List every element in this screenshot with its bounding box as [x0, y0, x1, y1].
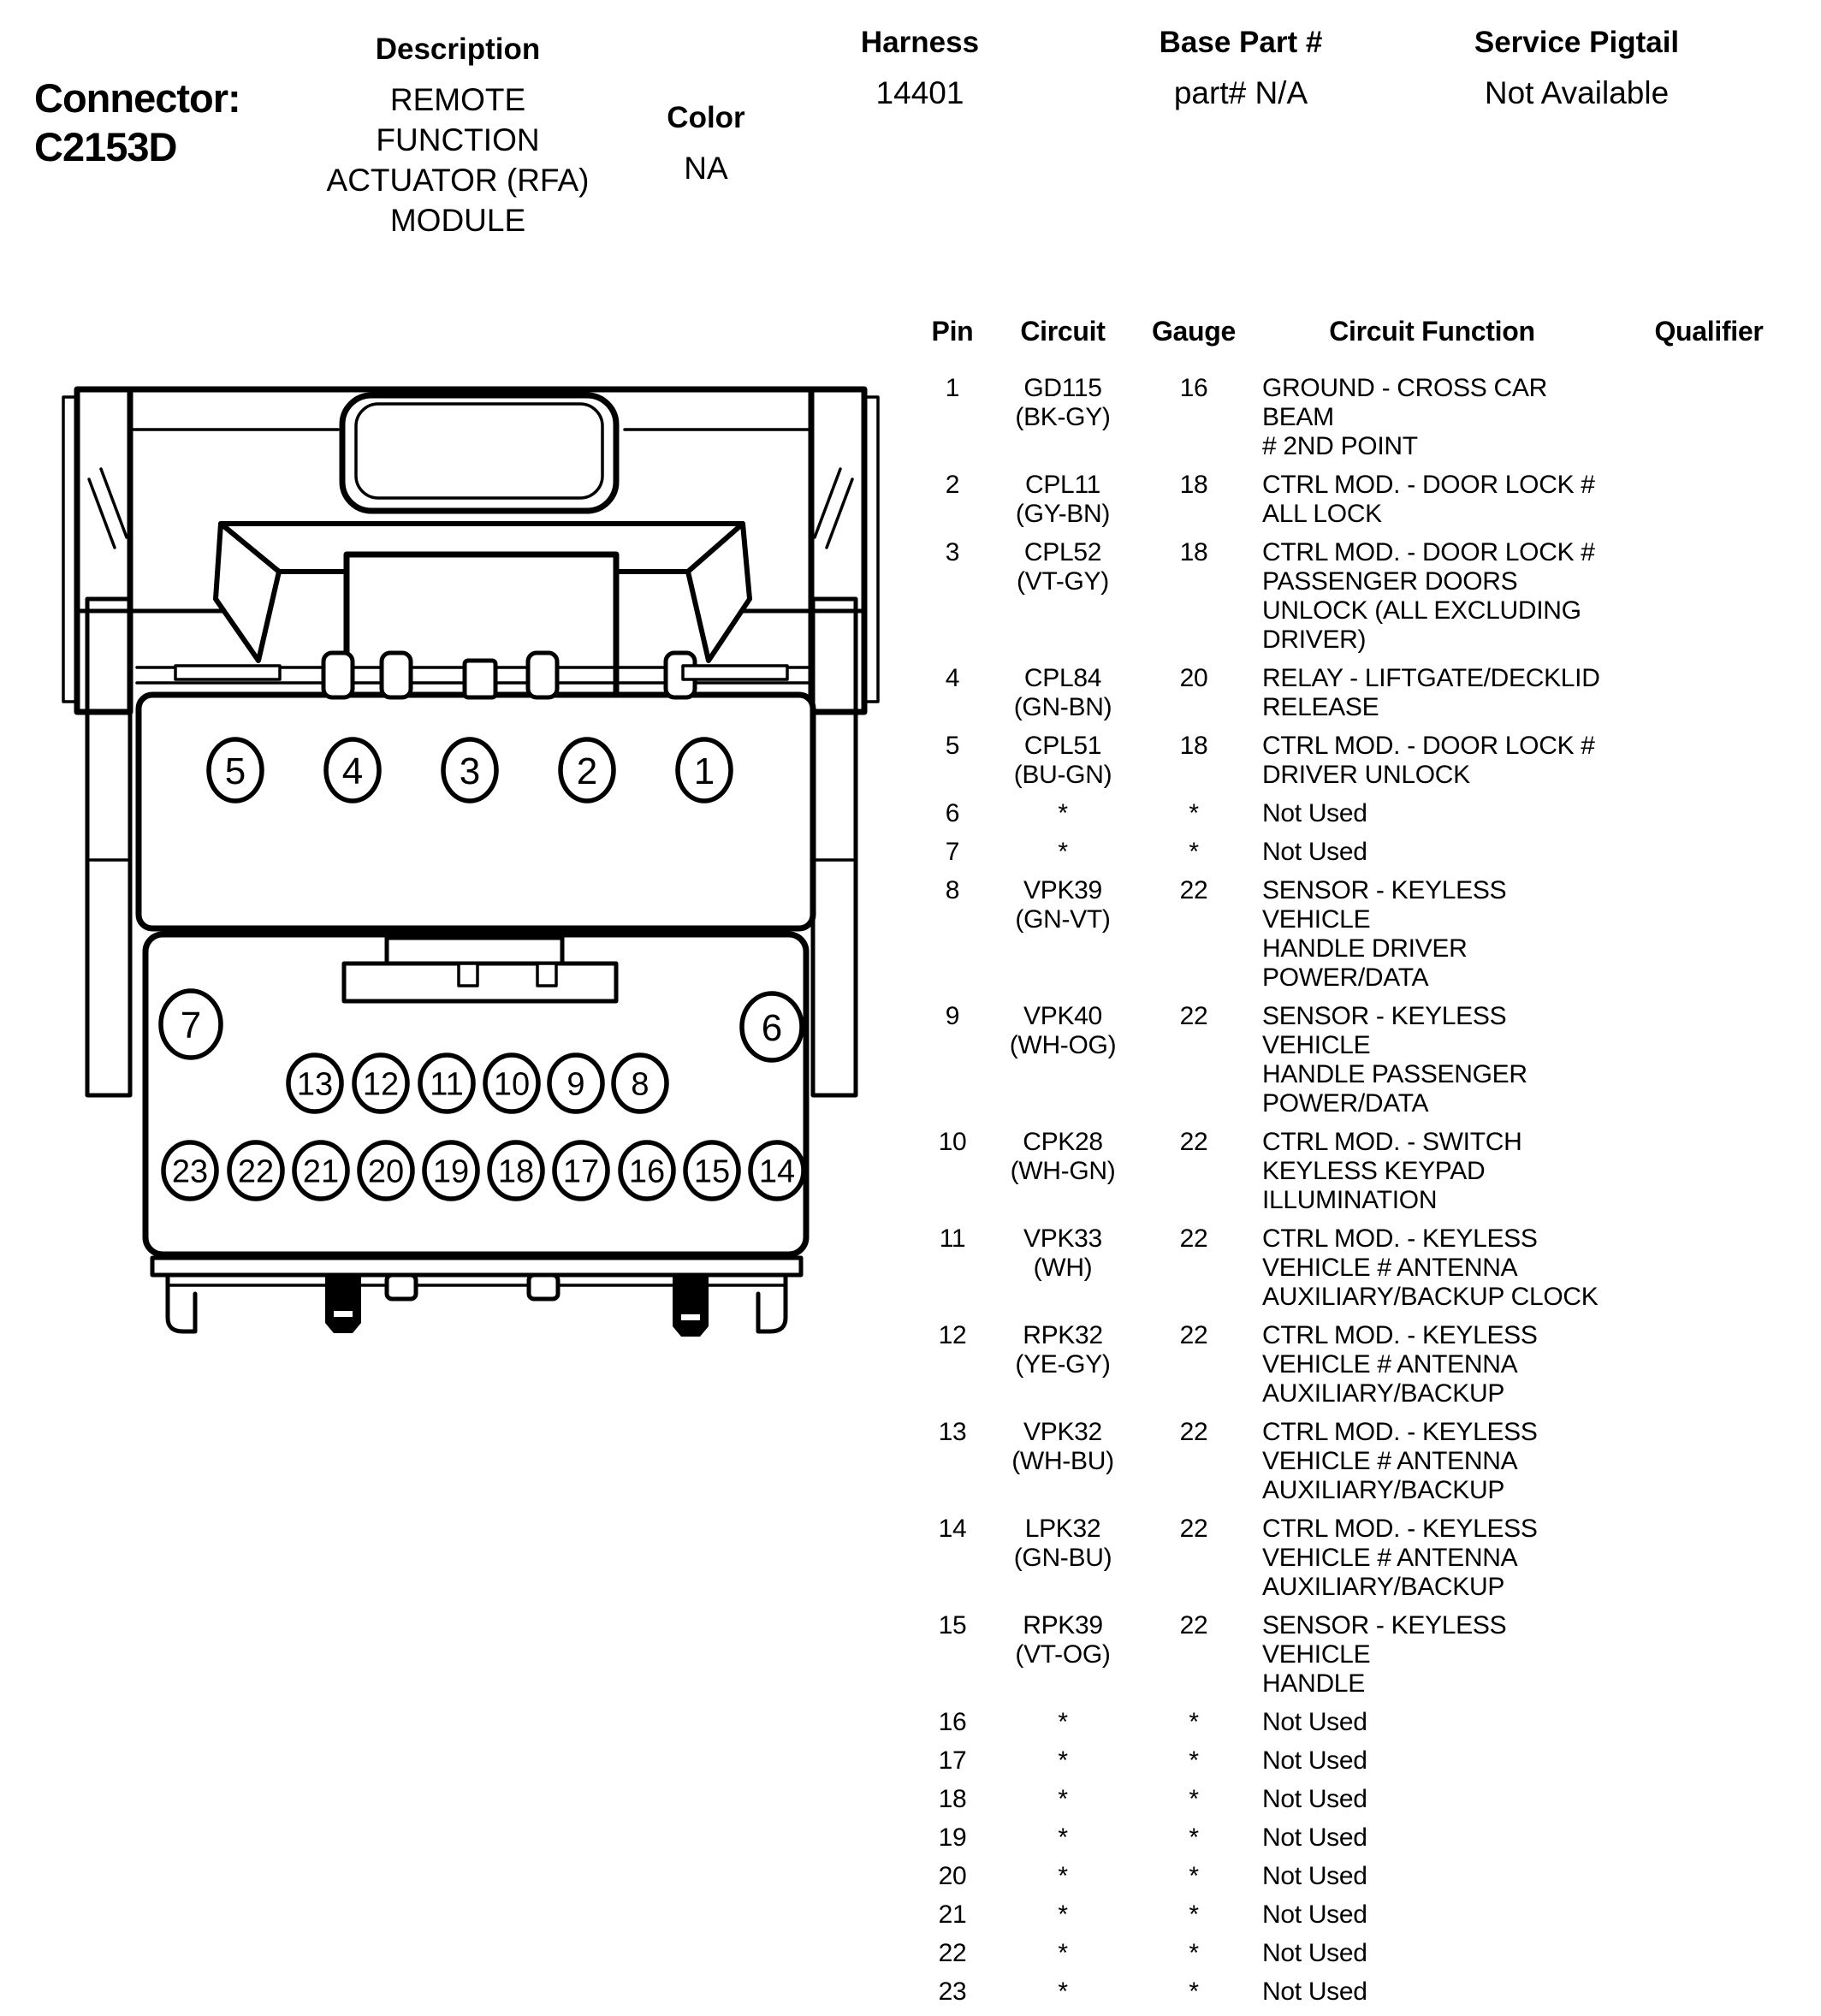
svg-text:12: 12 — [362, 1066, 400, 1103]
circuit-cell: VPK40 (WH-OG) — [1009, 1002, 1117, 1059]
function-cell: Not Used — [1262, 799, 1367, 827]
circuit-cell: RPK32 (YE-GY) — [1015, 1321, 1111, 1379]
table-row — [907, 1977, 1821, 2007]
function-cell: Not Used — [1262, 1746, 1367, 1775]
pin-cell: 9 — [945, 1002, 960, 1030]
qualifier-cell — [1602, 1321, 1816, 1408]
function-cell: Not Used — [1262, 1862, 1367, 1890]
diagram-pin-8 — [614, 1055, 667, 1112]
diagram-pin-5 — [209, 739, 262, 801]
description-line: ACTUATOR (RFA) — [326, 163, 590, 198]
connector-title — [34, 74, 240, 171]
pin-cell: 13 — [938, 1418, 967, 1446]
description-line: REMOTE — [389, 82, 526, 117]
svg-text:7: 7 — [180, 1004, 202, 1047]
pin-cell: 14 — [938, 1515, 967, 1543]
color-label: Color — [667, 101, 745, 134]
index-tab — [323, 653, 353, 697]
gauge-cell: * — [1189, 1785, 1199, 1813]
gauge-cell: 22 — [1179, 1418, 1208, 1446]
diagram-pin-11 — [420, 1055, 473, 1112]
function-cell: CTRL MOD. - KEYLESS VEHICLE # ANTENNA AUXILIARY/BACKUP — [1262, 1515, 1538, 1601]
table-header — [907, 317, 1821, 346]
svg-text:6: 6 — [761, 1006, 783, 1049]
diagram-pin-16 — [620, 1142, 673, 1199]
latch-button — [342, 395, 616, 511]
pin-cell: 7 — [945, 838, 960, 866]
svg-text:1: 1 — [693, 750, 715, 792]
pin-cell: 6 — [945, 799, 960, 827]
circuit-cell: CPL51 (BU-GN) — [1013, 732, 1112, 789]
table-row — [907, 732, 1821, 790]
circuit-cell: * — [1058, 1823, 1068, 1852]
circuit-cell: * — [1058, 799, 1068, 827]
color-value: NA — [684, 151, 728, 186]
diagram-pin-10 — [485, 1055, 538, 1112]
function-cell: Not Used — [1262, 1823, 1367, 1852]
service-pigtail-value: Not Available — [1484, 75, 1670, 110]
service-pigtail-block — [1446, 26, 1707, 113]
side-rail-left — [87, 599, 130, 1095]
table-row — [907, 799, 1821, 828]
qualifier-cell — [1602, 471, 1816, 529]
svg-text:23: 23 — [171, 1153, 209, 1190]
diagram-pin-23 — [163, 1142, 217, 1199]
pin-cell: 16 — [938, 1708, 967, 1736]
diagram-pin-21 — [294, 1142, 347, 1199]
function-cell: CTRL MOD. - KEYLESS VEHICLE # ANTENNA AUXILIARY/BACKUP — [1262, 1321, 1538, 1408]
svg-text:22: 22 — [237, 1153, 275, 1190]
svg-text:2: 2 — [576, 750, 598, 792]
gauge-cell: * — [1189, 1823, 1199, 1852]
circuit-cell: * — [1058, 1785, 1068, 1813]
circuit-cell: CPL84 (GN-BN) — [1013, 664, 1112, 721]
circuit-cell: CPL52 (VT-GY) — [1017, 538, 1109, 596]
column-header-qualifier: Qualifier — [1654, 316, 1764, 347]
bottom-tab — [529, 1275, 558, 1299]
pin-cell: 15 — [938, 1611, 967, 1639]
column-header-pin: Pin — [931, 316, 974, 347]
gauge-cell: * — [1189, 1900, 1199, 1929]
base-part-label: Base Part # — [1159, 26, 1323, 59]
column-header-gauge: Gauge — [1151, 316, 1237, 347]
bottom-hook-right — [758, 1275, 786, 1331]
housing-left-ear — [77, 389, 130, 712]
table-row — [907, 1823, 1821, 1853]
diagram-pin-13 — [288, 1055, 341, 1112]
pin-cell: 12 — [938, 1321, 967, 1349]
table-row — [907, 1002, 1821, 1118]
gauge-cell: 16 — [1179, 374, 1208, 402]
gauge-cell: 22 — [1179, 1224, 1208, 1253]
qualifier-cell — [1602, 1515, 1816, 1602]
table-row — [907, 1939, 1821, 1968]
qualifier-cell — [1602, 374, 1816, 461]
function-cell: CTRL MOD. - SWITCH KEYLESS KEYPAD ILLUMINATION — [1262, 1128, 1522, 1214]
diagram-pin-17 — [555, 1142, 608, 1199]
circuit-cell: CPK28 (WH-GN) — [1010, 1128, 1116, 1185]
function-cell: CTRL MOD. - KEYLESS VEHICLE # ANTENNA AUXILIARY/BACKUP CLOCK — [1262, 1224, 1599, 1311]
function-cell: Not Used — [1262, 1977, 1367, 2006]
mount-foot-slit — [681, 1314, 700, 1320]
diagram-pin-1 — [678, 739, 731, 801]
circuit-cell: VPK32 (WH-BU) — [1011, 1418, 1114, 1475]
pin-table — [907, 317, 1821, 2016]
pin-cell: 4 — [945, 664, 960, 692]
svg-text:9: 9 — [566, 1066, 585, 1103]
table-row — [907, 1224, 1821, 1312]
circuit-cell: VPK33 (WH) — [1023, 1224, 1102, 1282]
gauge-cell: * — [1189, 1708, 1199, 1736]
qualifier-cell — [1602, 1900, 1816, 1930]
index-tab — [465, 661, 495, 697]
diagram-pin-6 — [742, 993, 802, 1060]
pin-cell: 23 — [938, 1977, 967, 2006]
function-cell: CTRL MOD. - DOOR LOCK # DRIVER UNLOCK — [1262, 732, 1595, 789]
column-header-circuit: Circuit — [1020, 316, 1106, 347]
description-block — [308, 33, 608, 240]
pin-cell: 17 — [938, 1746, 967, 1775]
gauge-cell: * — [1189, 1862, 1199, 1890]
gauge-cell: * — [1189, 1746, 1199, 1775]
qualifier-cell — [1602, 1785, 1816, 1814]
table-row — [907, 838, 1821, 867]
diagram-pin-19 — [424, 1142, 477, 1199]
diagram-pin-4 — [326, 739, 379, 801]
qualifier-cell — [1602, 1823, 1816, 1853]
base-part-block — [1121, 26, 1361, 113]
bottom-band — [152, 1258, 801, 1275]
qualifier-cell — [1602, 876, 1816, 993]
key-tab-notch — [459, 964, 477, 986]
table-row — [907, 1611, 1821, 1699]
qualifier-cell — [1602, 1977, 1816, 2007]
bottom-hook-left — [168, 1275, 195, 1331]
harness-label: Harness — [860, 26, 980, 59]
key-tab-top — [387, 938, 562, 964]
diagram-pin-7 — [161, 991, 221, 1058]
circuit-cell: * — [1058, 1746, 1068, 1775]
table-row — [907, 538, 1821, 655]
qualifier-cell — [1602, 1002, 1816, 1118]
function-cell: CTRL MOD. - KEYLESS VEHICLE # ANTENNA AUXILIARY/BACKUP — [1262, 1418, 1538, 1504]
table-row — [907, 471, 1821, 529]
function-cell: Not Used — [1262, 1708, 1367, 1736]
description-line: MODULE — [389, 203, 526, 238]
diagram-pin-14 — [750, 1142, 804, 1199]
hatch-line — [101, 469, 127, 537]
circuit-cell: CPL11 (GY-BN) — [1015, 471, 1111, 528]
gauge-cell: 18 — [1179, 732, 1208, 760]
gauge-cell: * — [1189, 1977, 1199, 2006]
connector-diagram — [34, 359, 881, 1352]
harness-value: 14401 — [875, 75, 964, 110]
key-tab-notch — [537, 964, 556, 986]
pin-cell: 20 — [938, 1862, 967, 1890]
function-cell: SENSOR - KEYLESS VEHICLE HANDLE — [1262, 1611, 1507, 1698]
pin-cell: 8 — [945, 876, 960, 904]
qualifier-cell — [1602, 1611, 1816, 1699]
qualifier-cell — [1602, 1939, 1816, 1968]
diagram-pin-20 — [359, 1142, 412, 1199]
svg-text:10: 10 — [493, 1066, 531, 1103]
qualifier-cell — [1602, 1418, 1816, 1505]
qualifier-cell — [1602, 799, 1816, 828]
circuit-cell: * — [1058, 838, 1068, 866]
circuit-cell: * — [1058, 1900, 1068, 1929]
bottom-tab — [387, 1275, 416, 1299]
svg-text:16: 16 — [628, 1153, 666, 1190]
color-block — [633, 101, 779, 188]
svg-text:17: 17 — [562, 1153, 600, 1190]
side-rail-right — [813, 599, 856, 1095]
pin-cell: 2 — [945, 471, 960, 499]
qualifier-cell — [1602, 1862, 1816, 1891]
svg-text:19: 19 — [432, 1153, 470, 1190]
hatch-line — [815, 469, 840, 537]
pin-table-body — [907, 374, 1821, 2007]
mount-foot-slit — [334, 1311, 353, 1317]
svg-text:15: 15 — [693, 1153, 731, 1190]
function-cell: Not Used — [1262, 1939, 1367, 1967]
qualifier-cell — [1602, 664, 1816, 722]
qualifier-cell — [1602, 1224, 1816, 1312]
column-header-function: Circuit Function — [1329, 316, 1535, 347]
table-row — [907, 664, 1821, 722]
diagram-pin-3 — [443, 739, 496, 801]
hatch-line — [89, 479, 115, 548]
table-row — [907, 1900, 1821, 1930]
gauge-cell: 22 — [1179, 1002, 1208, 1030]
gauge-cell: 20 — [1179, 664, 1208, 692]
diagram-pin-18 — [489, 1142, 543, 1199]
base-part-value: part# N/A — [1173, 75, 1308, 110]
pin-cell: 10 — [938, 1128, 967, 1156]
svg-text:3: 3 — [459, 750, 481, 792]
gauge-cell: 22 — [1179, 1515, 1208, 1543]
description-value — [308, 80, 608, 240]
svg-text:5: 5 — [224, 750, 246, 792]
diagram-pin-15 — [685, 1142, 738, 1199]
gauge-cell: 22 — [1179, 1611, 1208, 1639]
service-pigtail-label: Service Pigtail — [1474, 26, 1680, 59]
svg-text:4: 4 — [341, 750, 364, 792]
function-cell: CTRL MOD. - DOOR LOCK # ALL LOCK — [1262, 471, 1595, 528]
mount-foot — [673, 1275, 709, 1337]
pin-cell: 3 — [945, 538, 960, 566]
upper-pin-compartment — [139, 695, 813, 928]
table-row — [907, 1785, 1821, 1814]
svg-text:13: 13 — [296, 1066, 334, 1103]
function-cell: SENSOR - KEYLESS VEHICLE HANDLE PASSENGER POWER/DATA — [1262, 1002, 1527, 1118]
connector-label: Connector: — [34, 75, 240, 121]
gauge-cell: 22 — [1179, 1128, 1208, 1156]
circuit-cell: * — [1058, 1977, 1068, 2006]
table-row — [907, 374, 1821, 461]
svg-text:8: 8 — [631, 1066, 650, 1103]
pin-cell: 11 — [939, 1224, 966, 1253]
mount-foot — [325, 1275, 361, 1333]
table-row — [907, 1862, 1821, 1891]
function-cell: RELAY - LIFTGATE/DECKLID RELEASE — [1262, 664, 1600, 721]
gauge-cell: * — [1189, 1939, 1199, 1967]
circuit-cell: * — [1058, 1708, 1068, 1736]
qualifier-cell — [1602, 1746, 1816, 1776]
index-bar — [683, 666, 787, 679]
index-tab — [382, 653, 411, 697]
circuit-cell: LPK32 (GN-BU) — [1013, 1515, 1112, 1572]
function-cell: Not Used — [1262, 838, 1367, 866]
qualifier-cell — [1602, 1708, 1816, 1737]
pin-cell: 22 — [938, 1939, 967, 1967]
svg-text:18: 18 — [497, 1153, 535, 1190]
svg-text:11: 11 — [430, 1066, 464, 1103]
gauge-cell: 22 — [1179, 1321, 1208, 1349]
gauge-cell: * — [1189, 799, 1199, 827]
diagram-pin-22 — [229, 1142, 282, 1199]
function-cell: CTRL MOD. - DOOR LOCK # PASSENGER DOORS UNLOCK (ALL EXCLUDING DRIVER) — [1262, 538, 1595, 654]
connector-id: C2153D — [34, 124, 177, 169]
description-label: Description — [375, 33, 541, 66]
circuit-cell: RPK39 (VT-OG) — [1015, 1611, 1111, 1669]
function-cell: Not Used — [1262, 1785, 1367, 1813]
harness-block — [822, 26, 1018, 113]
circuit-cell: * — [1058, 1862, 1068, 1890]
index-tab — [528, 653, 557, 697]
description-line: FUNCTION — [376, 122, 540, 157]
pin-cell: 21 — [938, 1900, 967, 1929]
index-bar — [175, 666, 280, 679]
qualifier-cell — [1602, 838, 1816, 867]
gauge-cell: 22 — [1179, 876, 1208, 904]
pin-cell: 5 — [945, 732, 960, 760]
gauge-cell: * — [1189, 838, 1199, 866]
hatch-line — [827, 479, 852, 548]
pin-cell: 1 — [945, 374, 960, 402]
svg-text:20: 20 — [367, 1153, 405, 1190]
table-row — [907, 1708, 1821, 1737]
table-row — [907, 1128, 1821, 1215]
gauge-cell: 18 — [1179, 538, 1208, 566]
qualifier-cell — [1602, 538, 1816, 655]
circuit-cell: VPK39 (GN-VT) — [1015, 876, 1111, 934]
function-cell: SENSOR - KEYLESS VEHICLE HANDLE DRIVER POWER/DATA — [1262, 876, 1507, 992]
qualifier-cell — [1602, 732, 1816, 790]
function-cell: GROUND - CROSS CAR BEAM # 2ND POINT — [1262, 374, 1547, 460]
table-row — [907, 876, 1821, 993]
key-tab-bar — [344, 964, 616, 1001]
svg-text:14: 14 — [758, 1153, 796, 1190]
gauge-cell: 18 — [1179, 471, 1208, 499]
table-row — [907, 1515, 1821, 1602]
circuit-cell: GD115 (BK-GY) — [1015, 374, 1111, 431]
pin-cell: 19 — [938, 1823, 967, 1852]
circuit-cell: * — [1058, 1939, 1068, 1967]
pin-cell: 18 — [938, 1785, 967, 1813]
table-row — [907, 1418, 1821, 1505]
table-row — [907, 1746, 1821, 1776]
function-cell: Not Used — [1262, 1900, 1367, 1929]
diagram-pin-12 — [354, 1055, 407, 1112]
table-row — [907, 1321, 1821, 1408]
qualifier-cell — [1602, 1128, 1816, 1215]
svg-text:21: 21 — [302, 1153, 340, 1190]
diagram-pin-2 — [561, 739, 614, 801]
diagram-pin-9 — [549, 1055, 602, 1112]
